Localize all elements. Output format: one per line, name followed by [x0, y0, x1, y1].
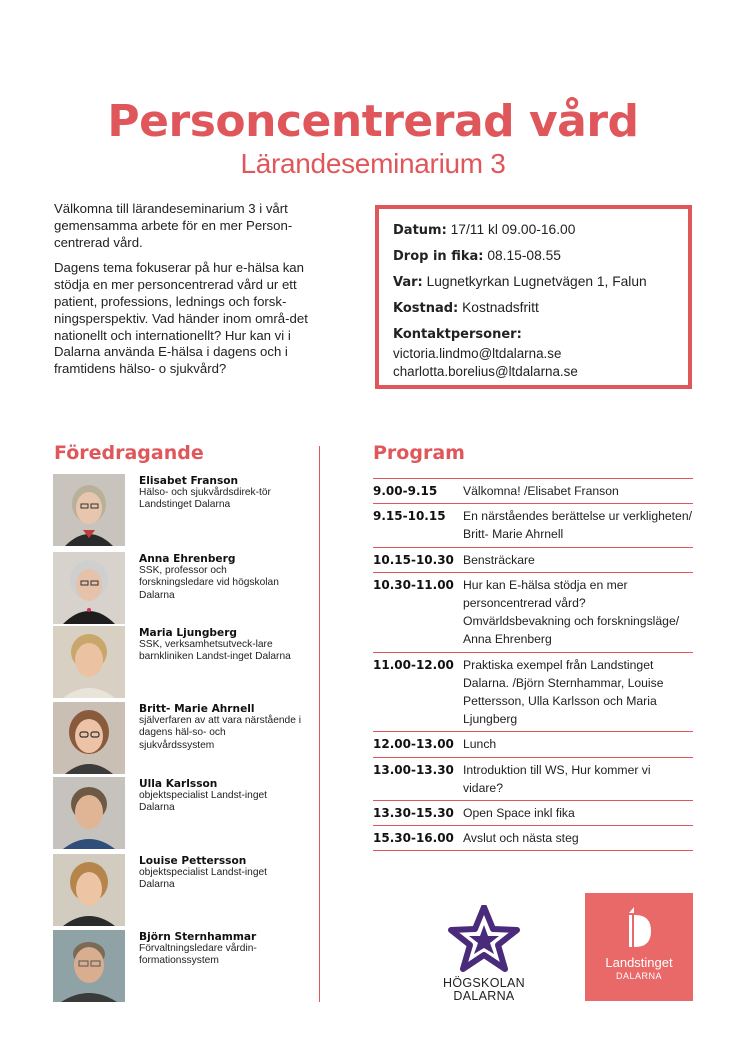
speaker-photo: [53, 626, 125, 698]
speaker-photo: [53, 474, 125, 546]
program-desc: Välkomna! /Elisabet Franson: [463, 484, 619, 498]
speaker-info: [139, 703, 303, 752]
speaker-name: Elisabet Franson: [139, 475, 239, 487]
program-desc: Hur kan E-hälsa stödja en mer personcentrerad vård? Omvärldsbevakning och forskningsläge/ Anna Ehrenberg: [463, 577, 680, 647]
speaker-name: Louise Pettersson: [139, 855, 247, 867]
speaker-name: Björn Sternhammar: [139, 931, 257, 943]
column-divider: [319, 446, 320, 1002]
page-title: Personcentrerad vård: [107, 96, 639, 147]
landstinget-d-icon: [585, 893, 693, 953]
program-row: [373, 548, 693, 573]
intro-text: [54, 201, 334, 387]
speaker-photo: [53, 702, 125, 774]
speaker-card: [53, 777, 303, 849]
program-time: 10.15-10.30: [373, 552, 454, 567]
program-time: 12.00-13.00: [373, 737, 454, 752]
program-row: [373, 478, 693, 504]
hd-logo-line1: HÖGSKOLAN: [443, 976, 525, 990]
date-value: 17/11 kl 09.00-16.00: [450, 222, 576, 237]
landstinget-dalarna-logo: [585, 893, 693, 1001]
program-row: [373, 758, 693, 801]
program-desc: Introduktion till WS, Hur kommer vi vidare?: [463, 762, 651, 795]
lt-logo-line2: DALARNA: [615, 971, 662, 981]
contact-email-link[interactable]: victoria.lindmo@ltdalarna.se: [393, 346, 562, 361]
cost-value: Kostnadsfritt: [462, 300, 539, 315]
speaker-photo: [53, 854, 125, 926]
place-row: [393, 272, 674, 293]
fika-value: 08.15-08.55: [487, 248, 561, 263]
program-time: 15.30-16.00: [373, 831, 454, 846]
program-desc: Lunch: [463, 737, 497, 752]
lt-logo-line1: Landstinget: [605, 955, 673, 970]
speakers-heading: Föredragande: [54, 442, 204, 464]
speaker-name: Anna Ehrenberg: [139, 553, 236, 565]
speaker-photo: [53, 777, 125, 849]
page-subtitle: Lärandeseminarium 3: [240, 148, 506, 179]
speaker-card: [53, 552, 303, 624]
hd-logo-line2: DALARNA: [453, 989, 515, 1003]
hogskolan-dalarna-logo: [418, 905, 550, 1001]
fika-label: Drop in fika:: [393, 249, 484, 264]
intro-paragraph: Dagens tema fokuserar på hur e-hälsa kan stödja en mer personcentrerad vård ur ett patient, professions, lednings och forsk-ningsperspektiv. Vad händer inom områ-det nationellt och internationellt? Hur kan vi i Dalarna använda E-hälsa i dagens och i framtidens hälso- o sjukvård?: [54, 260, 308, 377]
program-heading: Program: [373, 442, 465, 464]
event-info-box: [375, 205, 692, 389]
speaker-card: [53, 626, 303, 698]
speaker-card: [53, 474, 303, 546]
program-desc: En närståendes berättelse ur verkligheten/ Britt- Marie Ahrnell: [463, 509, 692, 542]
program-row: [373, 573, 693, 653]
program-desc: Avslut och nästa steg: [463, 831, 579, 846]
contacts-row: [393, 324, 674, 345]
program-time: 9.15-10.15: [373, 509, 446, 524]
program-desc: Bensträckare: [463, 552, 535, 567]
speaker-role: objektspecialist Landst-inget Dalarna: [139, 790, 267, 814]
program-time: 11.00-12.00: [373, 657, 454, 672]
speaker-card: [53, 702, 303, 774]
place-value: Lugnetkyrkan Lugnetvägen 1, Falun: [426, 274, 647, 289]
program-desc: Open Space inkl fika: [463, 806, 575, 821]
speaker-info: [139, 855, 303, 892]
speaker-role: SSK, verksamhetsutveck-lare barnkliniken Landst-inget Dalarna: [139, 639, 291, 663]
program-row: [373, 732, 693, 757]
program-desc: Praktiska exempel från Landstinget Dalarna. /Björn Sternhammar, Louise Pettersson, Ulla Karlsson och Maria Ljungberg: [463, 657, 664, 727]
speaker-photo: [53, 552, 125, 624]
speaker-role: själverfaren av att vara närstående i dagens häl-so- och sjukvårdssystem: [139, 715, 301, 751]
speaker-role: objektspecialist Landst-inget Dalarna: [139, 867, 267, 891]
speaker-photo: [53, 930, 125, 1002]
speaker-info: [139, 553, 303, 602]
fika-row: [393, 246, 674, 267]
speaker-card: [53, 854, 303, 926]
speaker-info: [139, 627, 303, 664]
program-row: [373, 504, 693, 547]
star-icon: [418, 905, 550, 975]
program-row: [373, 801, 693, 826]
speaker-card: [53, 930, 303, 1002]
contacts-label: Kontaktpersoner:: [393, 327, 522, 342]
speaker-role: Förvaltningsledare vårdin-formationssystem: [139, 943, 257, 967]
place-label: Var:: [393, 275, 423, 290]
cost-row: [393, 298, 674, 319]
program-time: 9.00-9.15: [373, 484, 438, 498]
intro-paragraph: Välkomna till lärandeseminarium 3 i vårt gemensamma arbete för en mer Person-centrerad vård.: [54, 201, 293, 250]
speaker-role: SSK, professor och forskningsledare vid högskolan Dalarna: [139, 565, 279, 601]
contact-emails: [393, 345, 674, 381]
program-time: 10.30-11.00: [373, 577, 454, 592]
program-time: 13.30-15.30: [373, 806, 454, 821]
speaker-name: Ulla Karlsson: [139, 778, 218, 790]
program-row: [373, 653, 693, 733]
program-row: [373, 826, 693, 851]
date-row: [393, 220, 674, 241]
speaker-info: [139, 931, 303, 968]
program-time: 13.00-13.30: [373, 762, 454, 777]
program-table: [373, 478, 693, 851]
cost-label: Kostnad:: [393, 301, 459, 316]
speaker-name: Maria Ljungberg: [139, 627, 238, 639]
speaker-name: Britt- Marie Ahrnell: [139, 703, 255, 715]
date-label: Datum:: [393, 223, 447, 238]
speaker-info: [139, 475, 303, 512]
speaker-info: [139, 778, 303, 815]
contact-email-link[interactable]: charlotta.borelius@ltdalarna.se: [393, 364, 578, 379]
speaker-role: Hälso- och sjukvårdsdirek-tör Landstinget Dalarna: [139, 487, 271, 511]
